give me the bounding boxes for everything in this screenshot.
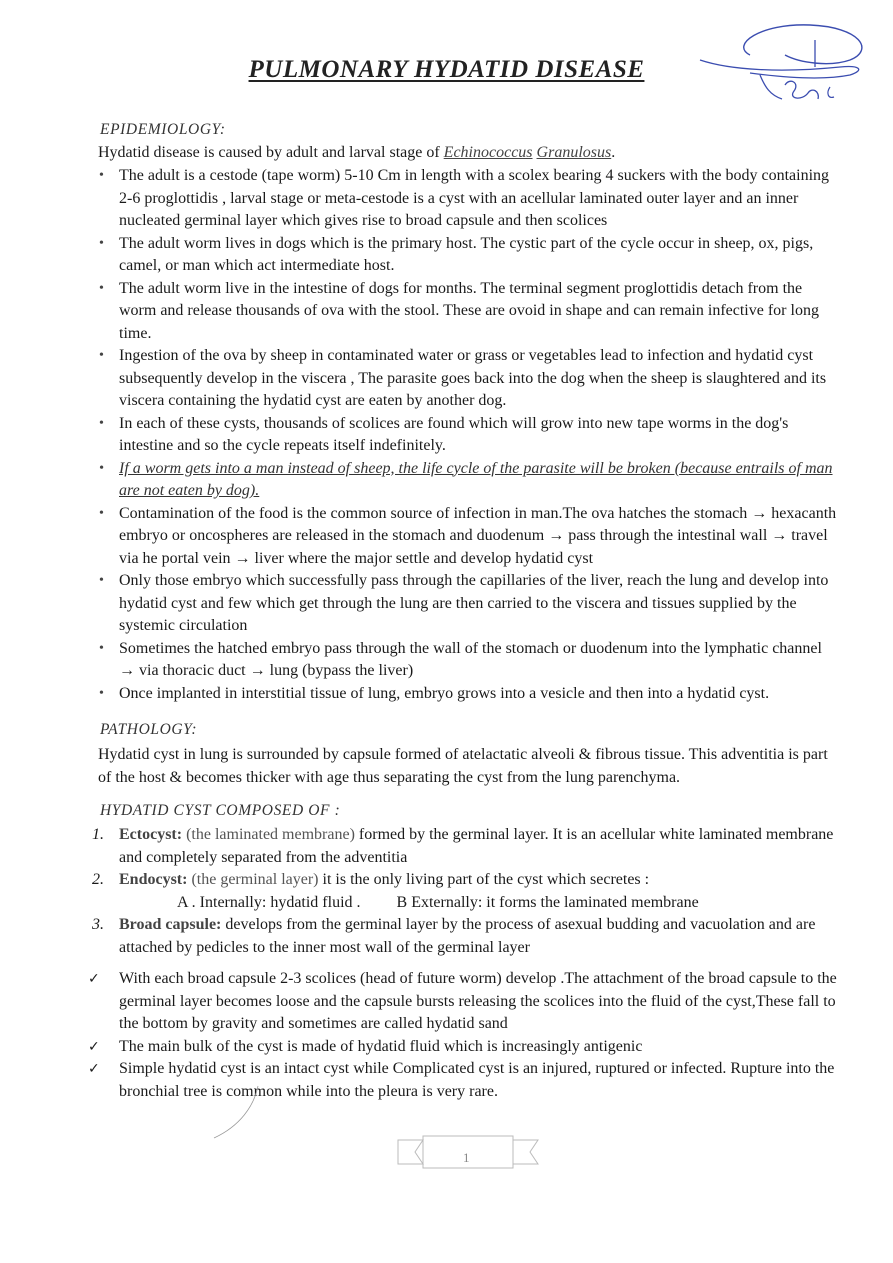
list-item: ✓ Simple hydatid cyst is an intact cyst while Complicated cyst is an injured, ruptured or infected. Rupture into the bronchial tree is common while into the pleura is very rare. bbox=[88, 1060, 835, 1100]
list-item: • The adult worm lives in dogs which is the primary host. The cystic part of the cycle occur in sheep, ox, pigs, camel, or man which act intermediate host. bbox=[98, 233, 840, 278]
pathology-text: Hydatid cyst in lung is surrounded by capsule formed of atelactatic alveoli & fibrous tissue. This adventitia is part of the host & becomes thicker with age thus separating the cyst from the lung parenchyma. bbox=[98, 746, 828, 786]
sub-line: A . Internally: hydatid fluid . B Externally: it forms the laminated membrane bbox=[177, 893, 699, 911]
list-item: • Once implanted in interstitial tissue of lung, embryo grows into a vesicle and then into a hydatid cyst. bbox=[98, 683, 840, 706]
list-item: • Sometimes the hatched embryo pass through the wall of the stomach or duodenum into the lymphatic channel → via thoracic duct → lung (bypass the liver) bbox=[98, 638, 840, 683]
list-item: 2. Endocyst: (the germinal layer) it is the only living part of the cyst which secretes : A . Internally: hydatid fluid . B Externally: it forms the laminated membrane bbox=[90, 869, 840, 914]
page-number: 1 bbox=[463, 1150, 470, 1165]
list-item: • Ingestion of the ova by sheep in contaminated water or grass or vegetables lead to infection and hydatid cyst subsequently develop in the viscera , The parasite goes back into the dog when the sheep is slaughtered and its viscera containing the hydatid cyst are eaten by another dog. bbox=[98, 345, 840, 413]
pen-stroke bbox=[210, 1082, 270, 1142]
list-item: 3. Broad capsule: develops from the germinal layer by the process of asexual budding and vacuolation and are attached by pedicles to the inner most wall of the germinal layer bbox=[92, 916, 816, 956]
epidemiology-intro: Hydatid disease is caused by adult and larval stage of Echinococcus Granulosus. bbox=[98, 144, 616, 161]
list-item: • The adult worm live in the intestine of dogs for months. The terminal segment proglottidis detach from the worm and release thousands of ova with the stool. These are ovoid in shape and can remain infective for long time. bbox=[98, 278, 840, 346]
epidemiology-bullet-list bbox=[98, 165, 840, 705]
list-item: ✓ With each broad capsule 2-3 scolices (head of future worm) develop .The attachment of the broad capsule to the germinal layer becomes loose and the capsule bursts releasing the scolices into the fluid of the cyst,These fall to the bottom by gravity and sometimes are called hydatid sand bbox=[88, 970, 837, 1032]
page-title: PULMONARY HYDATID DISEASE bbox=[248, 56, 645, 83]
item-number: 2. bbox=[92, 871, 104, 888]
item-number: 1. bbox=[92, 826, 104, 843]
pathology-heading: PATHOLOGY: bbox=[100, 721, 198, 738]
composition-heading: HYDATID CYST COMPOSED OF : bbox=[100, 802, 341, 819]
notes-list bbox=[88, 968, 840, 1103]
list-item: • If a worm gets into a man instead of sheep, the life cycle of the parasite will be broken (because entrails of man are not eaten by dog). bbox=[98, 458, 840, 503]
list-item: • Contamination of the food is the common source of infection in man.The ova hatches the stomach → hexacanth embryo or oncospheres are released in the stomach and duodenum → pass through the intestinal wall → travel via he portal vein → liver where the major settle and develop hydatid cyst bbox=[98, 503, 840, 571]
list-item: • The adult is a cestode (tape worm) 5-10 Cm in length with a scolex bearing 4 suckers with the body containing 2-6 proglottidis , larval stage or meta-cestode is a cyst with an acellular laminated outer layer and an inner nucleated germinal layer which gives rise to broad capsule and then scolices bbox=[98, 165, 840, 233]
list-item: • In each of these cysts, thousands of scolices are found which will grow into new tape worms in the dog's intestine and so the cycle repeats itself indefinitely. bbox=[98, 413, 840, 458]
item-number: 3. bbox=[92, 916, 104, 933]
check-icon: ✓ bbox=[88, 1061, 100, 1077]
list-item: ✓ The main bulk of the cyst is made of hydatid fluid which is increasingly antigenic bbox=[88, 1036, 840, 1059]
list-item: • Only those embryo which successfully pass through the capillaries of the liver, reach the lung and develop into hydatid cyst and few which get through the lung are then carried to the viscera and tissues supplied by the systemic circulation bbox=[98, 570, 840, 638]
list-item: 1. Ectocyst: (the laminated membrane) formed by the germinal layer. It is an acellular white laminated membrane and completely separated from the adventitia bbox=[92, 826, 834, 866]
epidemiology-heading: EPIDEMIOLOGY: bbox=[100, 121, 226, 138]
handwritten-signature bbox=[690, 15, 880, 115]
composition-list bbox=[90, 824, 840, 959]
check-icon: ✓ bbox=[88, 971, 100, 987]
check-icon: ✓ bbox=[88, 1038, 100, 1055]
